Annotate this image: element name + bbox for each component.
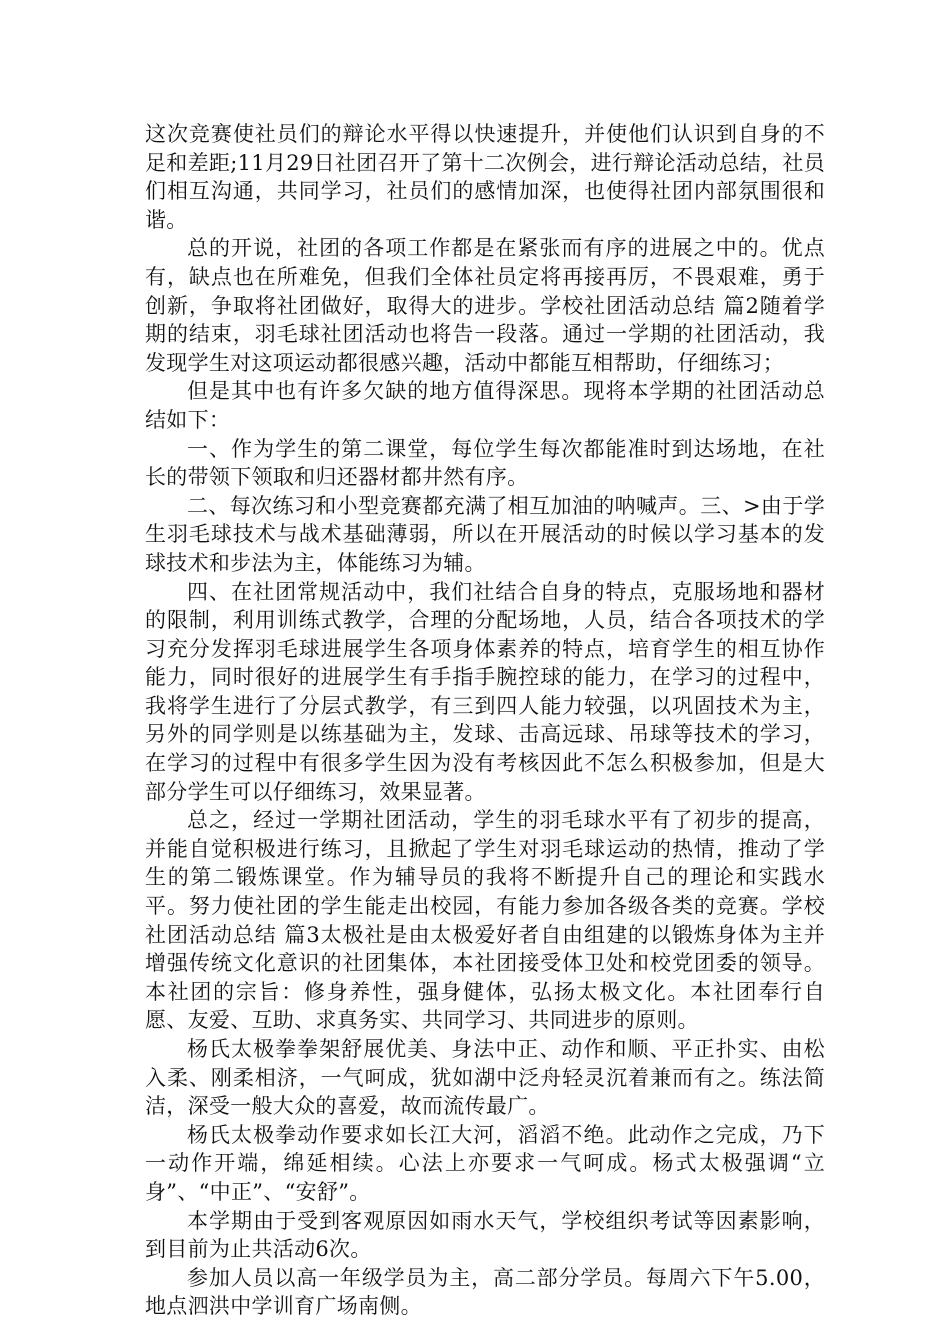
paragraph-10: 本学期由于受到客观原因如雨水天气，学校组织考试等因素影响，到目前为止共活动6次。 xyxy=(145,1208,825,1262)
paragraph-3: 但是其中也有许多欠缺的地方值得深思。现将本学期的社团活动总结如下： xyxy=(145,379,825,432)
paragraph-1: 这次竞赛使社员们的辩论水平得以快速提升，并使他们认识到自身的不足和差距;11月29日社团召开了第十二次例会，进行辩论活动总结，社员们相互沟通，共同学习，社员们的感情加深，也使得社团内部氛围很和谐。 xyxy=(145,122,825,232)
paragraph-6: 四、在社团常规活动中，我们社结合自身的特点，克服场地和器材的限制，利用训练式教学，合理的分配场地，人员，结合各项技术的学习充分发挥羽毛球进展学生各项身体素养的特点，培育学生的相互协作能力，同时很好的进展学生有手指手腕控球的能力，在学习的过程中，我将学生进行了分层式教学，有三到四人能力较强，以巩固技术为主，另外的同学则是以练基础为主，发球、击高远球、吊球等技术的学习，在学习的过程中有很多学生因为没有考核因此不怎么积极参加，但是大部分学生可以仔细练习，效果显著。 xyxy=(145,579,825,804)
paragraph-8: 杨氏太极拳拳架舒展优美、身法中正、动作和顺、平正扑实、由松入柔、刚柔相济，一气呵成，犹如湖中泛舟轻灵沉着兼而有之。练法简洁，深受一般大众的喜爱，故而流传最广。 xyxy=(145,1037,825,1119)
paragraph-11: 参加人员以高一年级学员为主，高二部分学员。每周六下午5.00，地点泗洪中学训育广场南侧。 xyxy=(145,1265,825,1319)
paragraph-2: 总的开说，社团的各项工作都是在紧张而有序的进展之中的。优点有，缺点也在所难免，但我们全体社员定将再接再厉，不畏艰难，勇于创新，争取将社团做好，取得大的进步。学校社团活动总结 篇2随着学期的结束，羽毛球社团活动也将告一段落。通过一学期的社团活动，我发现学生对这项运动都很感兴趣，活动中都能互相帮助，仔细练习； xyxy=(145,236,825,375)
paragraph-4: 一、作为学生的第二课堂，每位学生每次都能准时到达场地，在社长的带领下领取和归还器材都井然有序。 xyxy=(145,436,825,490)
document-body xyxy=(145,120,825,1321)
paragraph-7: 总之，经过一学期社团活动，学生的羽毛球水平有了初步的提高，并能自觉积极进行练习，且掀起了学生对羽毛球运动的热情，推动了学生的第二锻炼课堂。作为辅导员的我将不断提升自己的理论和实践水平。努力使社团的学生能走出校园，有能力参加各级各类的竞赛。学校社团活动总结 篇3太极社是由太极爱好者自由组建的以锻炼身体为主并增强传统文化意识的社团集体，本社团接受体卫处和校党团委的领导。本社团的宗旨：修身养性，强身健体，弘扬太极文化。本社团奉行自愿、友爱、互助、求真务实、共同学习、共同进步的原则。 xyxy=(145,808,825,1033)
paragraph-5: 二、每次练习和小型竞赛都充满了相互加油的呐喊声。三、>由于学生羽毛球技术与战术基础薄弱，所以在开展活动的时候以学习基本的发球技术和步法为主，体能练习为辅。 xyxy=(145,493,825,575)
paragraph-9: 杨氏太极拳动作要求如长江大河，滔滔不绝。此动作之完成，乃下一动作开端，绵延相续。心法上亦要求一气呵成。杨式太极强调“立身”、“中正”、“安舒”。 xyxy=(145,1122,825,1204)
